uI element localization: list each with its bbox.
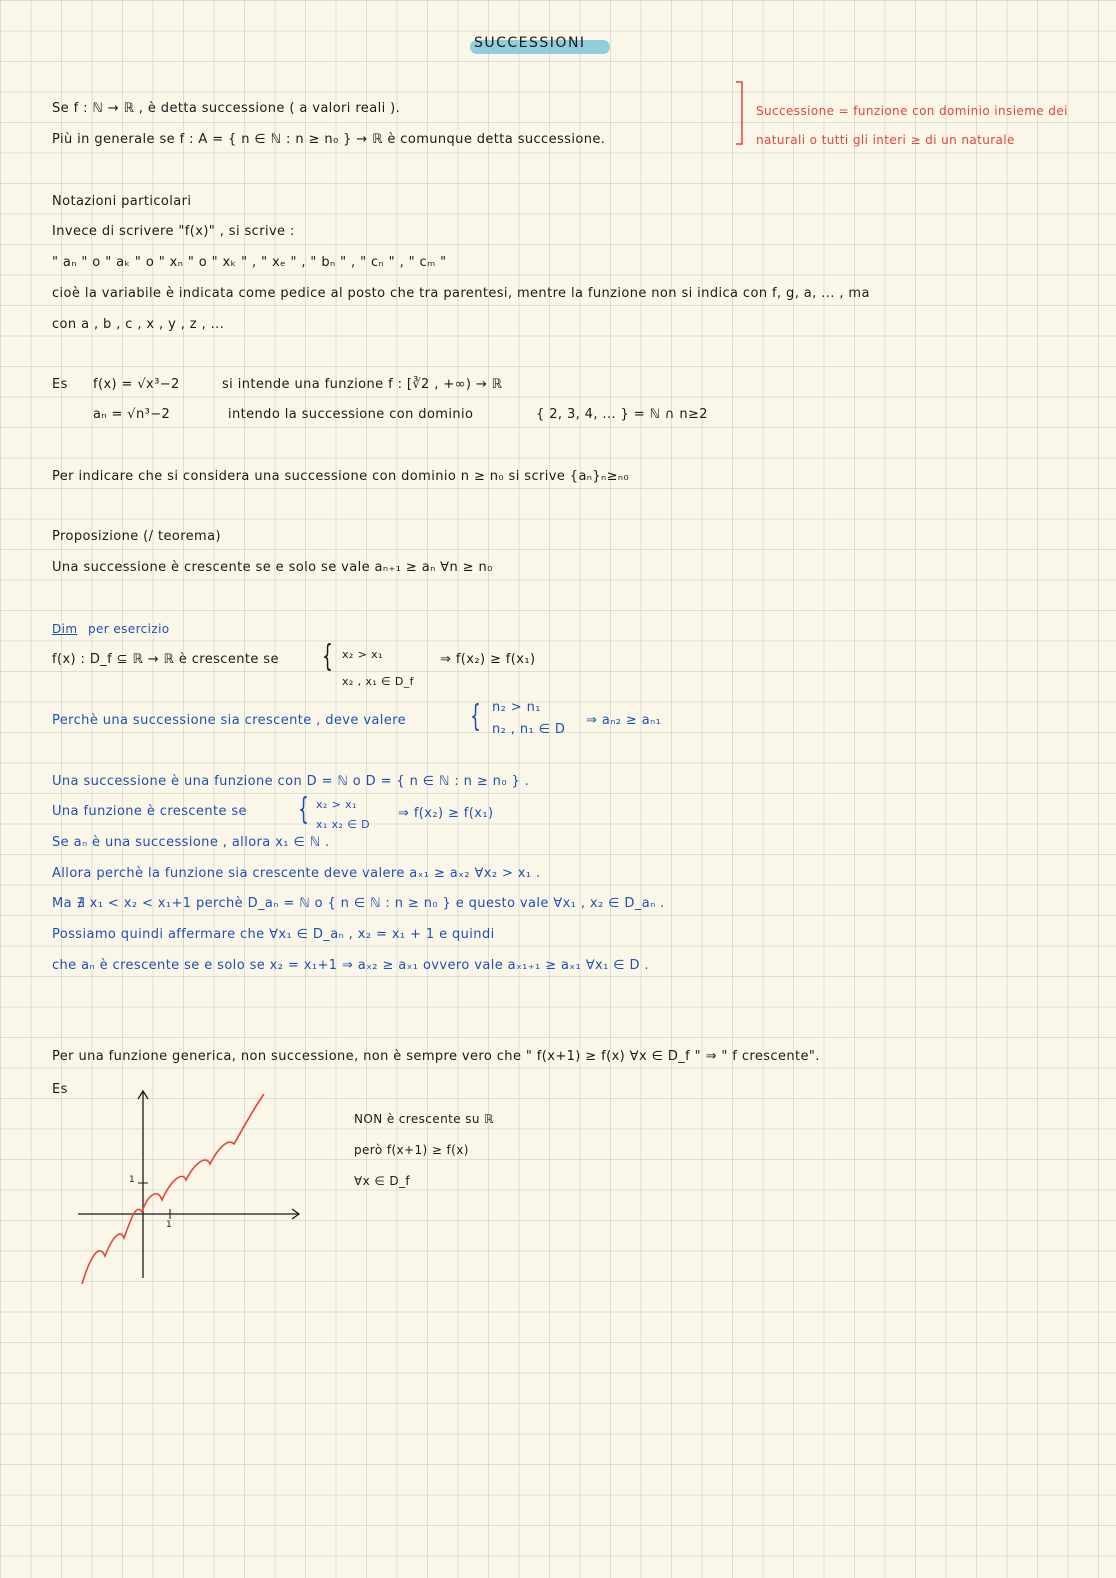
dim-line-4b2: x₁ x₂ ∈ D xyxy=(316,818,370,831)
page-title: SUCCESSIONI xyxy=(474,35,586,51)
graph-curve xyxy=(82,1094,264,1284)
dim-line-3: Una successione è una funzione con D = ℕ o D = { n ∈ ℕ : n ≥ n₀ } . xyxy=(52,774,530,789)
example-graph xyxy=(72,1088,312,1288)
dim-line-2a: Perchè una successione sia crescente , deve valere xyxy=(52,713,407,728)
dim-line-2b2: n₂ , n₁ ∈ D xyxy=(492,722,566,737)
dim-line-8: Possiamo quindi affermare che ∀x₁ ∈ D_aₙ , x₂ = x₁ + 1 e quindi xyxy=(52,927,495,942)
dim-line-9: che aₙ è crescente se e solo se x₂ = x₁+1 ⇒ aₓ₂ ≥ aₓ₁ ovvero vale aₓ₁₊₁ ≥ aₓ₁ ∀x₁ ∈ D . xyxy=(52,958,649,973)
intro-line-1: Se f : ℕ → ℝ , è detta successione ( a valori reali ). xyxy=(52,101,401,116)
proposizione-heading: Proposizione (/ teorema) xyxy=(52,529,221,544)
esempio-label: Es xyxy=(52,377,68,392)
graph-x-tick-label: 1 xyxy=(166,1220,173,1230)
dim-line-4a: Una funzione è crescente se xyxy=(52,804,247,819)
graph-note-1: NON è crescente su ℝ xyxy=(354,1112,494,1126)
dim-heading: Dim xyxy=(52,622,78,636)
intro-line-2: Più in generale se f : A = { n ∈ ℕ : n ≥ n₀ } → ℝ è comunque detta successione. xyxy=(52,132,606,147)
dim-line-6: Allora perchè la funzione sia crescente deve valere aₓ₁ ≥ aₓ₂ ∀x₂ > x₁ . xyxy=(52,866,541,881)
dim-line-2c: ⇒ aₙ₂ ≥ aₙ₁ xyxy=(586,713,662,728)
note-line-2: naturali o tutti gli interi ≥ di un naturale xyxy=(756,133,1015,147)
notazioni-line-4: con a , b , c , x , y , z , ... xyxy=(52,317,225,332)
dim-line-2b1: n₂ > n₁ xyxy=(492,700,541,715)
dim-line-4b1: x₂ > x₁ xyxy=(316,798,357,811)
notazioni-line-2: " aₙ " o " aₖ " o " xₙ " o " xₖ " , " xₑ " , " bₙ " , " cₙ " , " cₘ " xyxy=(52,255,447,270)
note-line-1: Successione = funzione con dominio insieme dei xyxy=(756,104,1068,118)
notazioni-heading: Notazioni particolari xyxy=(52,194,192,209)
esempio-fx: f(x) = √x³−2 xyxy=(93,377,180,392)
graph-note-2: però f(x+1) ≥ f(x) xyxy=(354,1143,469,1157)
generica-es-label: Es xyxy=(52,1082,68,1097)
dim-line-4c: ⇒ f(x₂) ≥ f(x₁) xyxy=(398,806,494,821)
esempio-an-domain: { 2, 3, 4, ... } = ℕ ∩ n≥2 xyxy=(536,407,708,422)
dim-brace-1: { xyxy=(322,639,333,674)
dim-line-1a: f(x) : D_f ⊆ ℝ → ℝ è crescente se xyxy=(52,652,279,667)
note-bracket xyxy=(734,80,748,146)
dim-brace-2: { xyxy=(470,699,481,734)
graph-note-3: ∀x ∈ D_f xyxy=(354,1174,411,1188)
graph-y-tick-label: 1 xyxy=(129,1175,136,1185)
esempio-an-desc: intendo la successione con dominio xyxy=(228,407,474,422)
esempio-fx-desc: si intende una funzione f : [∛2 , +∞) → ℝ xyxy=(222,377,503,392)
generica-line: Per una funzione generica, non successione, non è sempre vero che " f(x+1) ≥ f(x) ∀x ∈ D_f " ⇒ " f crescente". xyxy=(52,1049,820,1064)
dim-line-1b1: x₂ > x₁ xyxy=(342,648,383,661)
dim-line-1c: ⇒ f(x₂) ≥ f(x₁) xyxy=(440,652,536,667)
notazioni-line-1: Invece di scrivere "f(x)" , si scrive : xyxy=(52,224,295,239)
dim-brace-4: { xyxy=(298,792,309,827)
proposizione-text: Una successione è crescente se e solo se vale aₙ₊₁ ≥ aₙ ∀n ≥ n₀ xyxy=(52,560,493,575)
dim-line-1b2: x₂ , x₁ ∈ D_f xyxy=(342,675,414,688)
dim-line-7: Ma ∄ x₁ < x₂ < x₁+1 perchè D_aₙ = ℕ o { n ∈ ℕ : n ≥ n₀ } e questo vale ∀x₁ , x₂ ∈ D_aₙ . xyxy=(52,896,665,911)
page-title-wrap xyxy=(474,35,586,51)
dim-line-5: Se aₙ è una successione , allora x₁ ∈ ℕ . xyxy=(52,835,330,850)
notazioni-line-3: cioè la variabile è indicata come pedice al posto che tra parentesi, mentre la funzione non si indica con f, g, a, ... , ma xyxy=(52,286,870,301)
esempio-an: aₙ = √n³−2 xyxy=(93,407,171,422)
dim-heading-rest: per esercizio xyxy=(88,622,170,636)
indicare-line: Per indicare che si considera una successione con dominio n ≥ n₀ si scrive {aₙ}ₙ≥ₙ₀ xyxy=(52,469,630,484)
